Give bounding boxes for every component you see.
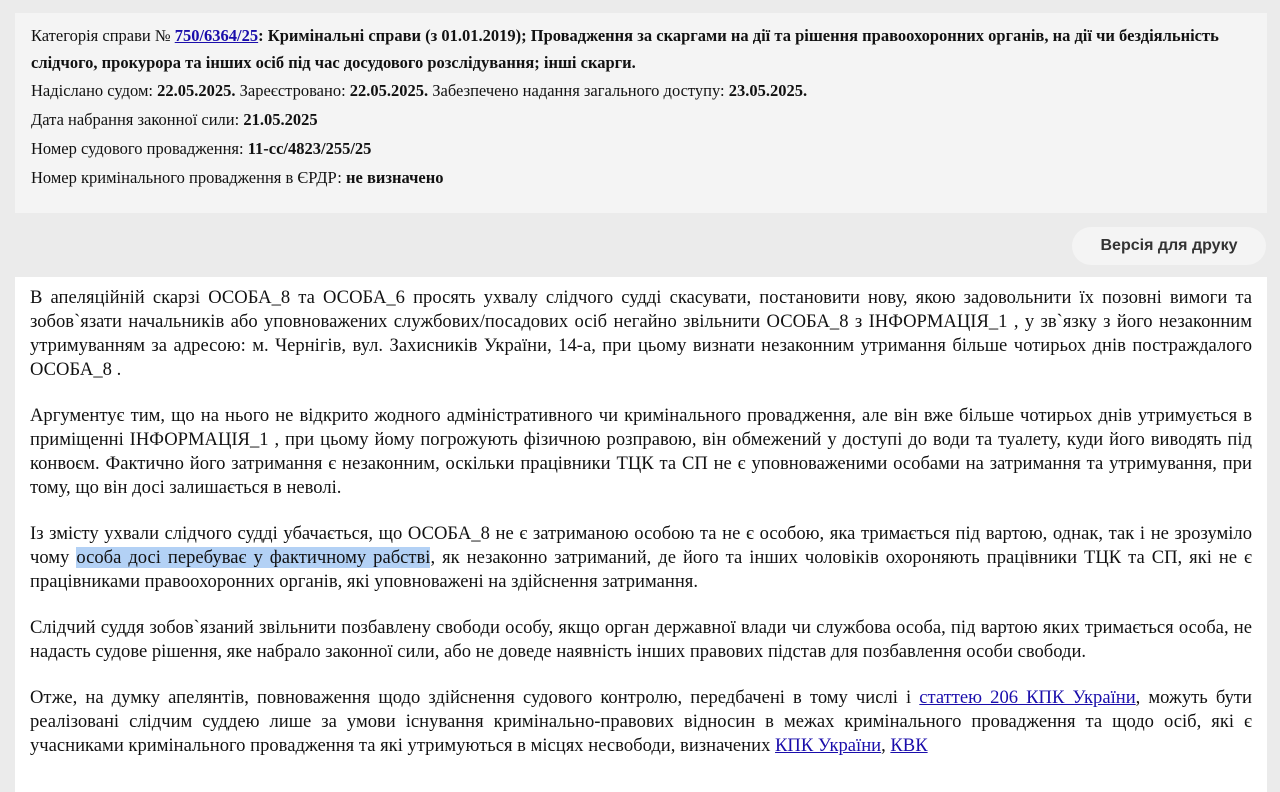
paragraph-5: [30, 686, 1252, 758]
force-date-line: [31, 105, 1251, 134]
paragraph-5-middle: , можуть бути реалізовані слідчим суддею лише за умови існування кримінально-правових відносин в межах кримінального провадження та щодо осіб, які є учасниками кримінального провадження та які утримуються в місцях несвободи, визначених: [30, 687, 1252, 756]
paragraph-3: [30, 522, 1252, 594]
registered-date: 22.05.2025.: [349, 81, 429, 100]
paragraph-1: В апеляційній скарзі ОСОБА_8 та ОСОБА_6 просять ухвалу слідчого судді скасувати, постановити нову, якою задовольнити їх позовні вимоги та зобов`язати начальників або уповноважених службових/посадових осіб негайно звільнити ОСОБА_8 з ІНФОРМАЦІЯ_1 , у зв`язку з його незаконним утримуванням за адресою: м. Чернігів, вул. Захисників України, 14-а, при цьому визнати незаконним утримання більше чотирьох днів постраждалого ОСОБА_8 .: [30, 287, 1252, 380]
case-category: [31, 22, 1251, 76]
selected-text[interactable]: особа досі перебуває у фактичному рабстві: [76, 547, 431, 568]
proceeding-label: Номер судового провадження:: [31, 139, 248, 158]
proceeding-number: 11-cc/4823/255/25: [247, 139, 372, 158]
force-label: Дата набрання законної сили:: [31, 110, 244, 129]
category-text: : Кримінальні справи (з 01.01.2019); Провадження за скаргами на дії та рішення правоохоронних органів, на дії чи бездіяльність слідчого, прокурора та інших осіб під час досудового розслідування; інші скарги.: [31, 26, 1219, 72]
print-version-button[interactable]: Версія для друку: [1072, 227, 1266, 265]
force-date: 21.05.2025: [243, 110, 318, 129]
proceeding-number-line: [31, 134, 1251, 163]
link-separator: ,: [881, 735, 891, 756]
document-text-panel: [15, 277, 1267, 792]
sent-date: 22.05.2025.: [157, 81, 236, 100]
kpk-link[interactable]: КПК України: [775, 735, 882, 756]
erdr-label: Номер кримінального провадження в ЄРДР:: [31, 168, 346, 187]
paragraph-5-start: Отже, на думку апелянтів, повноваження щодо здійснення судового контролю, передбачені в тому числі і: [30, 687, 920, 708]
paragraph-2: Аргументує тим, що на нього не відкрито жодного адміністративного чи кримінального провадження, але він вже більше чотирьох днів утримується в приміщенні ІНФОРМАЦІЯ_1 , при цьому йому погрожують фізичною розправою, він обмежений у доступі до води та туалету, куди його виводять під конвоєм. Фактично його затримання є незаконним, оскільки працівники ТЦК та СП не є уповноваженими особами на затримання та утримування, при тому, що він досі залишається в неволі.: [30, 405, 1252, 498]
access-date: 23.05.2025.: [728, 81, 808, 100]
paragraph-3-end: , як незаконно затриманий, де його та інших чоловіків охороняють працівники ТЦК та СП, які не є працівниками правоохоронних органів, які уповноважені на здійснення затримання.: [30, 547, 1253, 592]
category-prefix: Категорія справи №: [31, 26, 175, 45]
paragraph-4: Слідчий суддя зобов`язаний звільнити позбавлену свободи особу, якщо орган державної влади чи службова особа, під вартою яких тримається особа, не надасть судове рішення, яке набрало законної сили, або не доведе наявність інших правових підстав для позбавлення особи свободи.: [30, 617, 1252, 662]
access-label: Забезпечено надання загального доступу:: [428, 81, 729, 100]
erdr-number-line: [31, 163, 1251, 192]
case-number-link[interactable]: 750/6364/25: [174, 26, 259, 45]
kvk-link[interactable]: КВК: [890, 735, 928, 756]
article-206-link[interactable]: статтею 206 КПК України: [919, 687, 1136, 708]
erdr-number: не визначено: [345, 168, 444, 187]
dates-line: [31, 76, 1251, 105]
case-info-panel: [15, 13, 1267, 213]
registered-label: Зареєстровано:: [235, 81, 350, 100]
paragraph-3-start: Із змісту ухвали слідчого судді убачається, що ОСОБА_8 не є затриманою особою та не є особою, яка тримається під вартою, однак, так і не зрозуміло чому: [30, 523, 1252, 568]
sent-label: Надіслано судом:: [31, 81, 158, 100]
